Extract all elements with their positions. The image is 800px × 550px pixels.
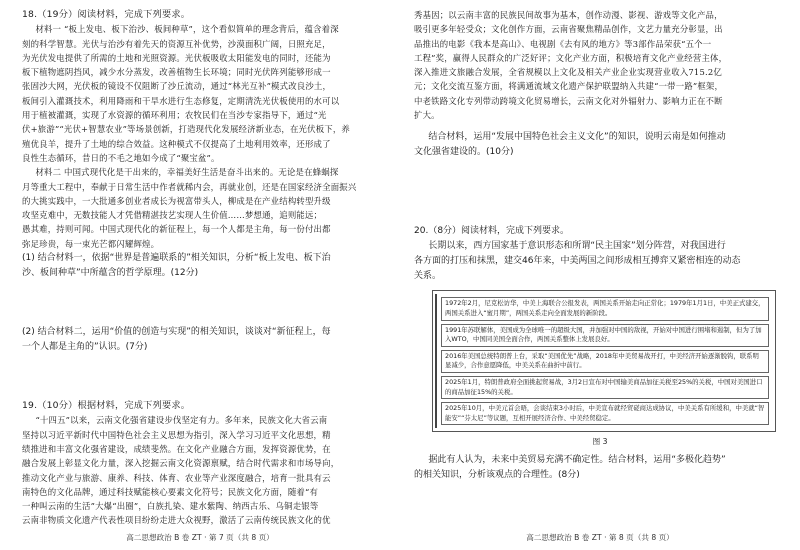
timeline-entry: 2025年10月，中美元首会晤，会谈结束3小时后，中美宣布就经贸磋商达成协议，中美关系有所缓和，中美就“智能安”“芬太尼”等议题，互相开展经济合作、中美经贸稳定。 <box>441 402 769 425</box>
q18-sub-question-1 <box>22 251 390 281</box>
text-line: 沙、板间种草”中所蕴含的哲学原理。(12分) <box>22 268 199 279</box>
q18-material-2 <box>22 165 390 251</box>
text-line: 结合材料，运用“发展中国特色社会主义文化”的知识，说明云南是如何推动 <box>428 132 726 143</box>
timeline-entry: 1972年2月，尼克松访华，中美上海联合公报发表，两国关系开始走向正常化；1979年1月1日，中美正式建交，两国关系进入“蜜月期”，两国关系走向全面发展的新阶段。 <box>441 297 769 320</box>
spacer <box>414 122 786 130</box>
text-line: 坚持以习近平新时代中国特色社会主义思想为指引，深入学习习近平文化思想，精 <box>22 429 331 440</box>
page-footer: 高二思想政治 B 卷 ZT · 第 8 页（共 8 页） <box>526 533 674 542</box>
text-line: 愚其难，持则可闻。中国式现代化的新征程上，每一个人都是主角，每一份付出都 <box>22 224 331 235</box>
text-line: 殖优良羊，提升了土地的综合效益。这种模式不仅提高了土地利用效率，还形成了 <box>22 138 331 149</box>
answer-space <box>22 355 390 399</box>
text-line: 良性生态循环，昔日的不毛之地如今成了“聚宝盆”。 <box>22 152 220 163</box>
q18-material-1 <box>22 22 390 165</box>
text-line: 各方面的打压和抹黑，建交46年来，中美两国之间形成相互搏弈又紧密相连的动态 <box>414 256 741 267</box>
text-line: 品推出的电影《我本是高山》、电视剧《去有风的地方》等3部作品荣获“五个一 <box>414 38 712 49</box>
text-line: 板下植物遮阴挡风，减少水分蒸发，改善植物生长环境；同时光伏阵列能够形成一 <box>22 67 331 78</box>
text-line: 张固沙大网，光伏板的镜设不仅阻断了沙丘流动，通过“林光互补”模式改良沙土， <box>22 81 332 92</box>
timeline-entry: 1991年苏联解体，美国成为全球唯一的超级大国，并加强对中国的敌视，开始对中国进行围堵和遏制，但为了加入WTO，中国同美国全面合作，两国关系整体上发展良好。 <box>441 324 769 347</box>
q19-heading: 19.（10分）根据材料，完成下列要求。 <box>22 400 191 412</box>
text-line: 材料一 “板上发电、板下治沙、板间种草”，这个看似简单的理念背后，蕴含着深 <box>35 24 339 35</box>
text-line: 融合发展上彰显文化力量，深入挖掘云南文化资源禀赋，结合时代需求和市场导向， <box>22 458 340 469</box>
text-line: 的相关知识，分析该观点的合理性。(8分) <box>414 470 580 481</box>
text-line: 扩大。 <box>414 110 440 121</box>
q20-task <box>414 453 786 483</box>
text-line: 吸引更多年轻受众；文化创作方面，云南省聚焦精品创作，文艺力量充分彰显，出 <box>414 24 723 35</box>
text-line: 伏+旅游”“光伏+智慧农业”等场景创新，打造现代化发展经济新业态，在光伏板下，养 <box>22 124 351 135</box>
timeline-entry: 2016年美国总统特朗普上台，采取“美国优先”战略，2018年中美贸易战开打，中美经济开始逐渐脱钩，联系明显减少，合作意愿降低，中美关系在曲折中前行。 <box>441 350 769 373</box>
q19-material <box>22 413 390 527</box>
right-page <box>400 0 800 550</box>
q19-material-continued <box>414 8 786 122</box>
answer-space <box>22 281 390 325</box>
answer-space <box>414 204 786 224</box>
text-line: 深入推进文旅融合发展，全省规模以上文化及相关产业企业实现营业收入715.2亿 <box>414 67 722 78</box>
text-line: 文化强省建设的。(10分) <box>414 147 514 158</box>
text-line: 绩推进和丰富文化强省建设，成绩斐然。在文化产业融合方面，发挥资源优势，在 <box>22 443 331 454</box>
q18-heading: 18.（19分）阅读材料，完成下列要求。 <box>22 9 191 20</box>
q18-sub-question-2 <box>22 325 390 355</box>
text-line: 材料二 中国式现代化是干出来的，幸福美好生活是奋斗出来的。无论是在蜂蜗探 <box>35 167 339 178</box>
q19-task <box>414 130 786 160</box>
text-line: (2) 结合材料二，运用“价值的创造与实现”的相关知识，谈谈对“新征程上，每 <box>22 327 331 338</box>
text-line: 中老铁路文化专列带动跨境文化贸易增长，云南文化对外辐射力、影响力正在不断 <box>414 95 723 106</box>
text-line: 一种叫云南的生活”大爆“出圈”，白族扎染、建水紫陶、纳西古乐、乌铜走银等 <box>22 501 319 512</box>
text-line: 攻坚克难中，无数技能人才凭借精湛技艺实现人生价值……梦想通，追则能远； <box>22 210 323 221</box>
text-line: 据此有人认为，未来中美贸易充满不确定性。结合材料，运用“多极化趋势” <box>428 455 726 466</box>
text-line: (1) 结合材料一，依据“世界是普遍联系的”相关知识，分析“板上发电、板下治 <box>22 253 331 264</box>
text-line: 工程”奖，赢得人民群众的广泛好评；文化产业方面，积极培育文化产业经营主体， <box>414 52 728 63</box>
answer-space <box>414 160 786 204</box>
text-line: 元；文化交流互鉴方面，将满通流域文化遗产保护联盟纳入共建“一带一路”框架， <box>414 81 724 92</box>
text-line: 云南非物质文化遗产代表性项目纷纷走进大众视野，激活了云南传统民族文化的优 <box>22 515 331 526</box>
page-footer: 高二思想政治 B 卷 ZT · 第 7 页（共 8 页） <box>126 533 274 542</box>
text-line: 南特色的文化品牌，通过科技赋能核心要素文化符号；民族文化方面，随着“有 <box>22 486 319 497</box>
q20-heading: 20.（8分）阅读材料，完成下列要求。 <box>414 226 570 237</box>
text-line: 关系。 <box>414 271 442 282</box>
text-line: 一个人都是主角的”认识。(7分) <box>22 342 148 353</box>
text-line: 月等重大工程中，奉献于日常生活中作者就稀内会，再就业创，还是在国家经济全面振兴 <box>22 181 357 192</box>
text-line: 的大挑实践中，一大批通多创业者成长为视富带头人，柳成是在产业结构转型升级 <box>22 195 331 206</box>
text-line: 为光伏发电提供了所需的土地和光照资源。光伏板吸收太阳能发电的同时，还能为 <box>22 52 331 63</box>
text-line: 板间引入灌溉技术，利用降雨和干旱水进行生态修复，定期清洗光伏板使用的水可以 <box>22 95 340 106</box>
text-line: 用于植被灌溉，实现了水资源的循环利用；农牧民们在当沙专家指导下，通过“光 <box>22 110 327 121</box>
text-line: 秀基因；以云南丰富的民族民间故事为基本，创作动漫、影视、游戏等文化产品， <box>414 10 723 20</box>
text-line: 刻的科学智慧。光伏与治沙有着先天的资源互补优势，沙漠面积广阔，日照充足， <box>22 38 331 49</box>
text-line: “十四五”以来，云南文化强省建设步伐坚定有力。多年来，民族文化大省云南 <box>35 415 328 426</box>
figure-caption: 图 3 <box>592 437 608 447</box>
text-line: 推动文化产业与旅游、康养、科技、体育、农业等产业深度融合，培育一批具有云 <box>22 472 331 483</box>
timeline-figure <box>432 290 776 432</box>
timeline-entry: 2025年1月，特朗普政府全面挑起贸易战，3月2日宣布对中国输美商品加征关税至25%的关税，中国对美国进口的商品加征15%的关税。 <box>441 376 769 399</box>
text-line: 长期以来，西方国家基于意识形态和所谓“民主国家”划分阵营，对我国进行 <box>428 241 726 252</box>
q20-intro <box>414 239 786 284</box>
text-line: 弥足珍贵，每一束光芒都闪耀辉煌。 <box>22 238 160 249</box>
